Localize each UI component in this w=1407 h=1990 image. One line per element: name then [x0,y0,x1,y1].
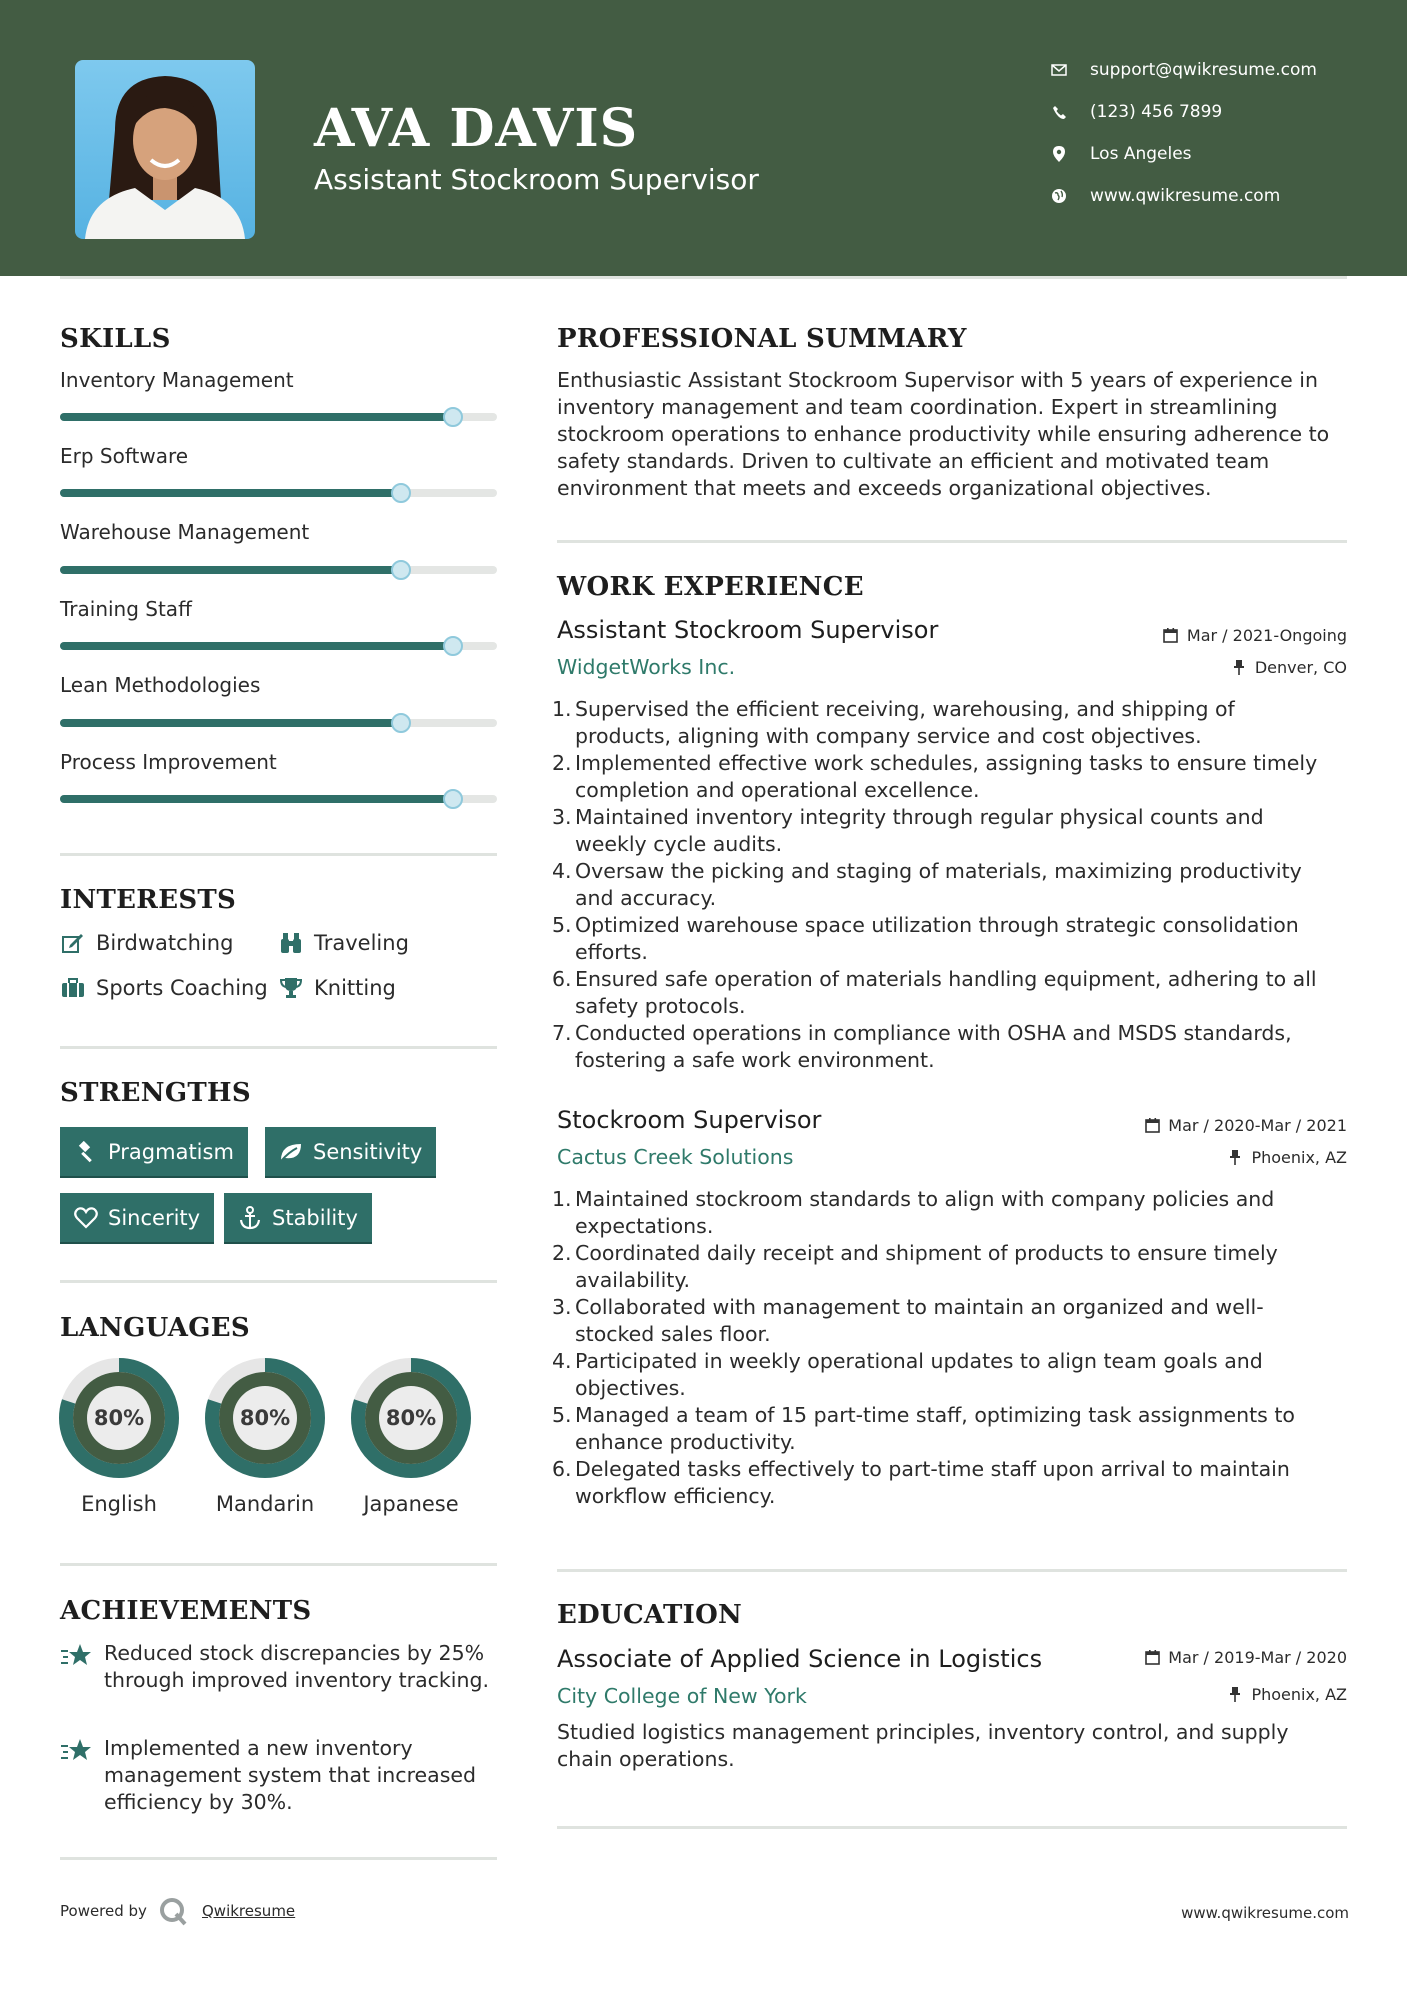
strength-badge [60,1127,248,1178]
education-date-text: Mar / 2019-Mar / 2020 [1168,1648,1347,1667]
contact-location-text: Los Angeles [1090,144,1192,164]
contact-phone-text: (123) 456 7899 [1090,102,1223,122]
interest-label: Knitting [314,976,396,1000]
skill-bar-knob [443,789,463,809]
skill-label: Training Staff [60,597,192,621]
skill-label: Process Improvement [60,750,277,774]
job-location-text: Denver, CO [1254,658,1347,677]
skill-bar [60,489,497,497]
section-divider [60,853,497,856]
achievements-heading: ACHIEVEMENTS [60,1596,312,1626]
heart-icon [74,1206,98,1230]
skill-bar-knob [391,483,411,503]
qwikresume-logo-icon [158,1896,188,1926]
footer-brand-link[interactable]: Qwikresume [202,1902,296,1920]
footer-powered-by: Powered by [60,1902,147,1920]
section-divider [60,1046,497,1049]
contact-location [1050,139,1370,169]
strength-label: Sincerity [108,1205,201,1230]
job-duties-list [552,696,1342,1074]
list-item: 3. Maintained inventory integrity through regular physical counts and weekly cycle audits. [552,805,1264,856]
skill-bar-knob [391,560,411,580]
job-date [1144,1116,1347,1135]
section-divider [60,1280,497,1283]
skills-heading: SKILLS [60,324,171,354]
globe-icon [1050,187,1068,205]
experience-heading: WORK EXPERIENCE [557,572,864,602]
list-item: 4. Participated in weekly operational updates to align team goals and objectives. [552,1349,1263,1400]
skill-bar [60,795,497,803]
company-name: Cactus Creek Solutions [557,1145,794,1169]
contact-email[interactable] [1050,55,1370,85]
job-title: Stockroom Supervisor [557,1106,822,1134]
list-item: 7. Conducted operations in compliance with OSHA and MSDS standards, fostering a safe work environment. [552,1021,1292,1072]
strength-badge [60,1193,214,1244]
summary-text: Enthusiastic Assistant Stockroom Supervisor with 5 years of experience in inventory management and team coordination. Expert in streamlining stockroom operations to enhance productivity while ensuring adherence to safety standards. Driven to cultivate an efficient and motivated team environment that meets and exceeds organizational objectives. [557,368,1330,500]
school-name: City College of New York [557,1684,807,1708]
skill-bar-fill [60,413,453,421]
binoculars-icon [278,930,304,956]
skill-bar-knob [443,407,463,427]
education-heading: EDUCATION [557,1600,743,1630]
language-name: Mandarin [215,1492,315,1516]
trophy-icon [278,975,304,1001]
interest-label: Sports Coaching [96,976,268,1000]
stars-icon [60,1735,94,1765]
pushpin-icon [1227,1150,1243,1166]
skill-bar [60,642,497,650]
languages-heading: LANGUAGES [60,1313,250,1343]
strength-label: Sensitivity [313,1139,423,1164]
briefcase-icon [60,975,86,1001]
skill-label: Erp Software [60,444,189,468]
skill-bar-fill [60,719,401,727]
achievement-item [60,1735,510,1816]
skill-label: Warehouse Management [60,520,310,544]
job-date-text: Mar / 2021-Ongoing [1186,626,1347,645]
skill-label: Lean Methodologies [60,673,261,697]
education-date [1144,1648,1347,1667]
candidate-title: Assistant Stockroom Supervisor [314,163,759,196]
job-location-text: Phoenix, AZ [1251,1148,1347,1167]
skill-bar-fill [60,795,453,803]
anchor-icon [238,1206,262,1230]
interest-item [278,928,409,958]
interest-label: Birdwatching [96,931,234,955]
language-name: Japanese [363,1492,459,1516]
strengths-heading: STRENGTHS [60,1078,251,1108]
skill-bar-knob [443,636,463,656]
strength-label: Stability [272,1205,358,1230]
skill-bar [60,566,497,574]
section-divider [60,1857,497,1860]
header-divider [60,276,1347,279]
list-item: 5. Managed a team of 15 part-time staff, optimizing task assignments to enhance productivity. [552,1403,1295,1454]
education-description: Studied logistics management principles, inventory control, and supply chain operations. [557,1720,1289,1771]
contact-website[interactable] [1050,181,1370,211]
company-name: WidgetWorks Inc. [557,655,736,679]
skill-bar-knob [391,713,411,733]
contact-phone[interactable] [1050,97,1370,127]
achievement-item [60,1640,510,1694]
skill-bar-fill [60,489,401,497]
language-gauge [351,1358,471,1478]
language-percent: 80% [93,1406,145,1430]
skill-bar-fill [60,566,401,574]
language-gauge [205,1358,325,1478]
interest-item [278,973,396,1003]
list-item: 5. Optimized warehouse space utilization through strategic consolidation efforts. [552,913,1299,964]
list-item: 3. Collaborated with management to maintain an organized and well- stocked sales floor. [552,1295,1264,1346]
pushpin-icon [1227,1687,1243,1703]
job-location [1231,658,1347,677]
phone-icon [1050,103,1068,121]
list-item: 2. Implemented effective work schedules, assigning tasks to ensure timely completion and operational excellence. [552,751,1318,802]
footer-url[interactable]: www.qwikresume.com [1181,1904,1349,1922]
job-location [1227,1148,1347,1167]
interest-label: Traveling [314,931,409,955]
skill-bar-fill [60,642,453,650]
achievement-text: Implemented a new inventory management system that increased efficiency by 30%. [104,1736,477,1814]
interest-item [60,928,233,958]
list-item: 2. Coordinated daily receipt and shipment of products to ensure timely availability. [552,1241,1278,1292]
list-item: 1. Maintained stockroom standards to align with company policies and expectations. [552,1187,1275,1238]
contact-website-text: www.qwikresume.com [1090,186,1281,206]
language-percent: 80% [385,1406,437,1430]
section-divider [557,1826,1347,1829]
degree-title: Associate of Applied Science in Logistics [557,1645,1043,1673]
list-item: 6. Ensured safe operation of materials handling equipment, adhering to all safety protocols. [552,967,1317,1018]
map-pin-icon [1050,145,1068,163]
pushpin-icon [1231,660,1247,676]
calendar-icon [1163,628,1179,644]
job-title: Assistant Stockroom Supervisor [557,616,939,644]
interests-heading: INTERESTS [60,885,237,915]
skill-bar [60,719,497,727]
calendar-icon [1144,1118,1160,1134]
education-location [1227,1685,1347,1704]
language-name: English [81,1492,157,1516]
list-item: 4. Oversaw the picking and staging of materials, maximizing productivity and accuracy. [552,859,1302,910]
calendar-icon [1144,1650,1160,1666]
language-gauge [59,1358,179,1478]
contact-email-text: support@qwikresume.com [1090,60,1317,80]
job-date-text: Mar / 2020-Mar / 2021 [1168,1116,1347,1135]
skill-bar [60,413,497,421]
job-date [1163,626,1347,645]
profile-photo [75,60,255,239]
summary-heading: PROFESSIONAL SUMMARY [557,324,967,354]
job-duties-list [552,1186,1342,1510]
section-divider [60,1563,497,1566]
section-divider [557,1569,1347,1572]
language-percent: 80% [239,1406,291,1430]
strength-label: Pragmatism [108,1139,234,1164]
stars-icon [60,1640,94,1670]
list-item: 6. Delegated tasks effectively to part-time staff upon arrival to maintain workflow efficiency. [552,1457,1290,1508]
gavel-icon [74,1140,98,1164]
leaf-icon [279,1140,303,1164]
candidate-name: AVA DAVIS [314,98,639,159]
achievement-text: Reduced stock discrepancies by 25% through improved inventory tracking. [104,1641,490,1692]
mail-icon [1050,61,1068,79]
section-divider [557,540,1347,543]
strength-badge [224,1193,372,1244]
list-item: 1. Supervised the efficient receiving, warehousing, and shipping of products, aligning with company service and cost objectives. [552,697,1235,748]
interest-item [60,973,268,1003]
skill-label: Inventory Management [60,368,294,392]
strength-badge [265,1127,436,1178]
education-location-text: Phoenix, AZ [1251,1685,1347,1704]
edit-icon [60,930,86,956]
